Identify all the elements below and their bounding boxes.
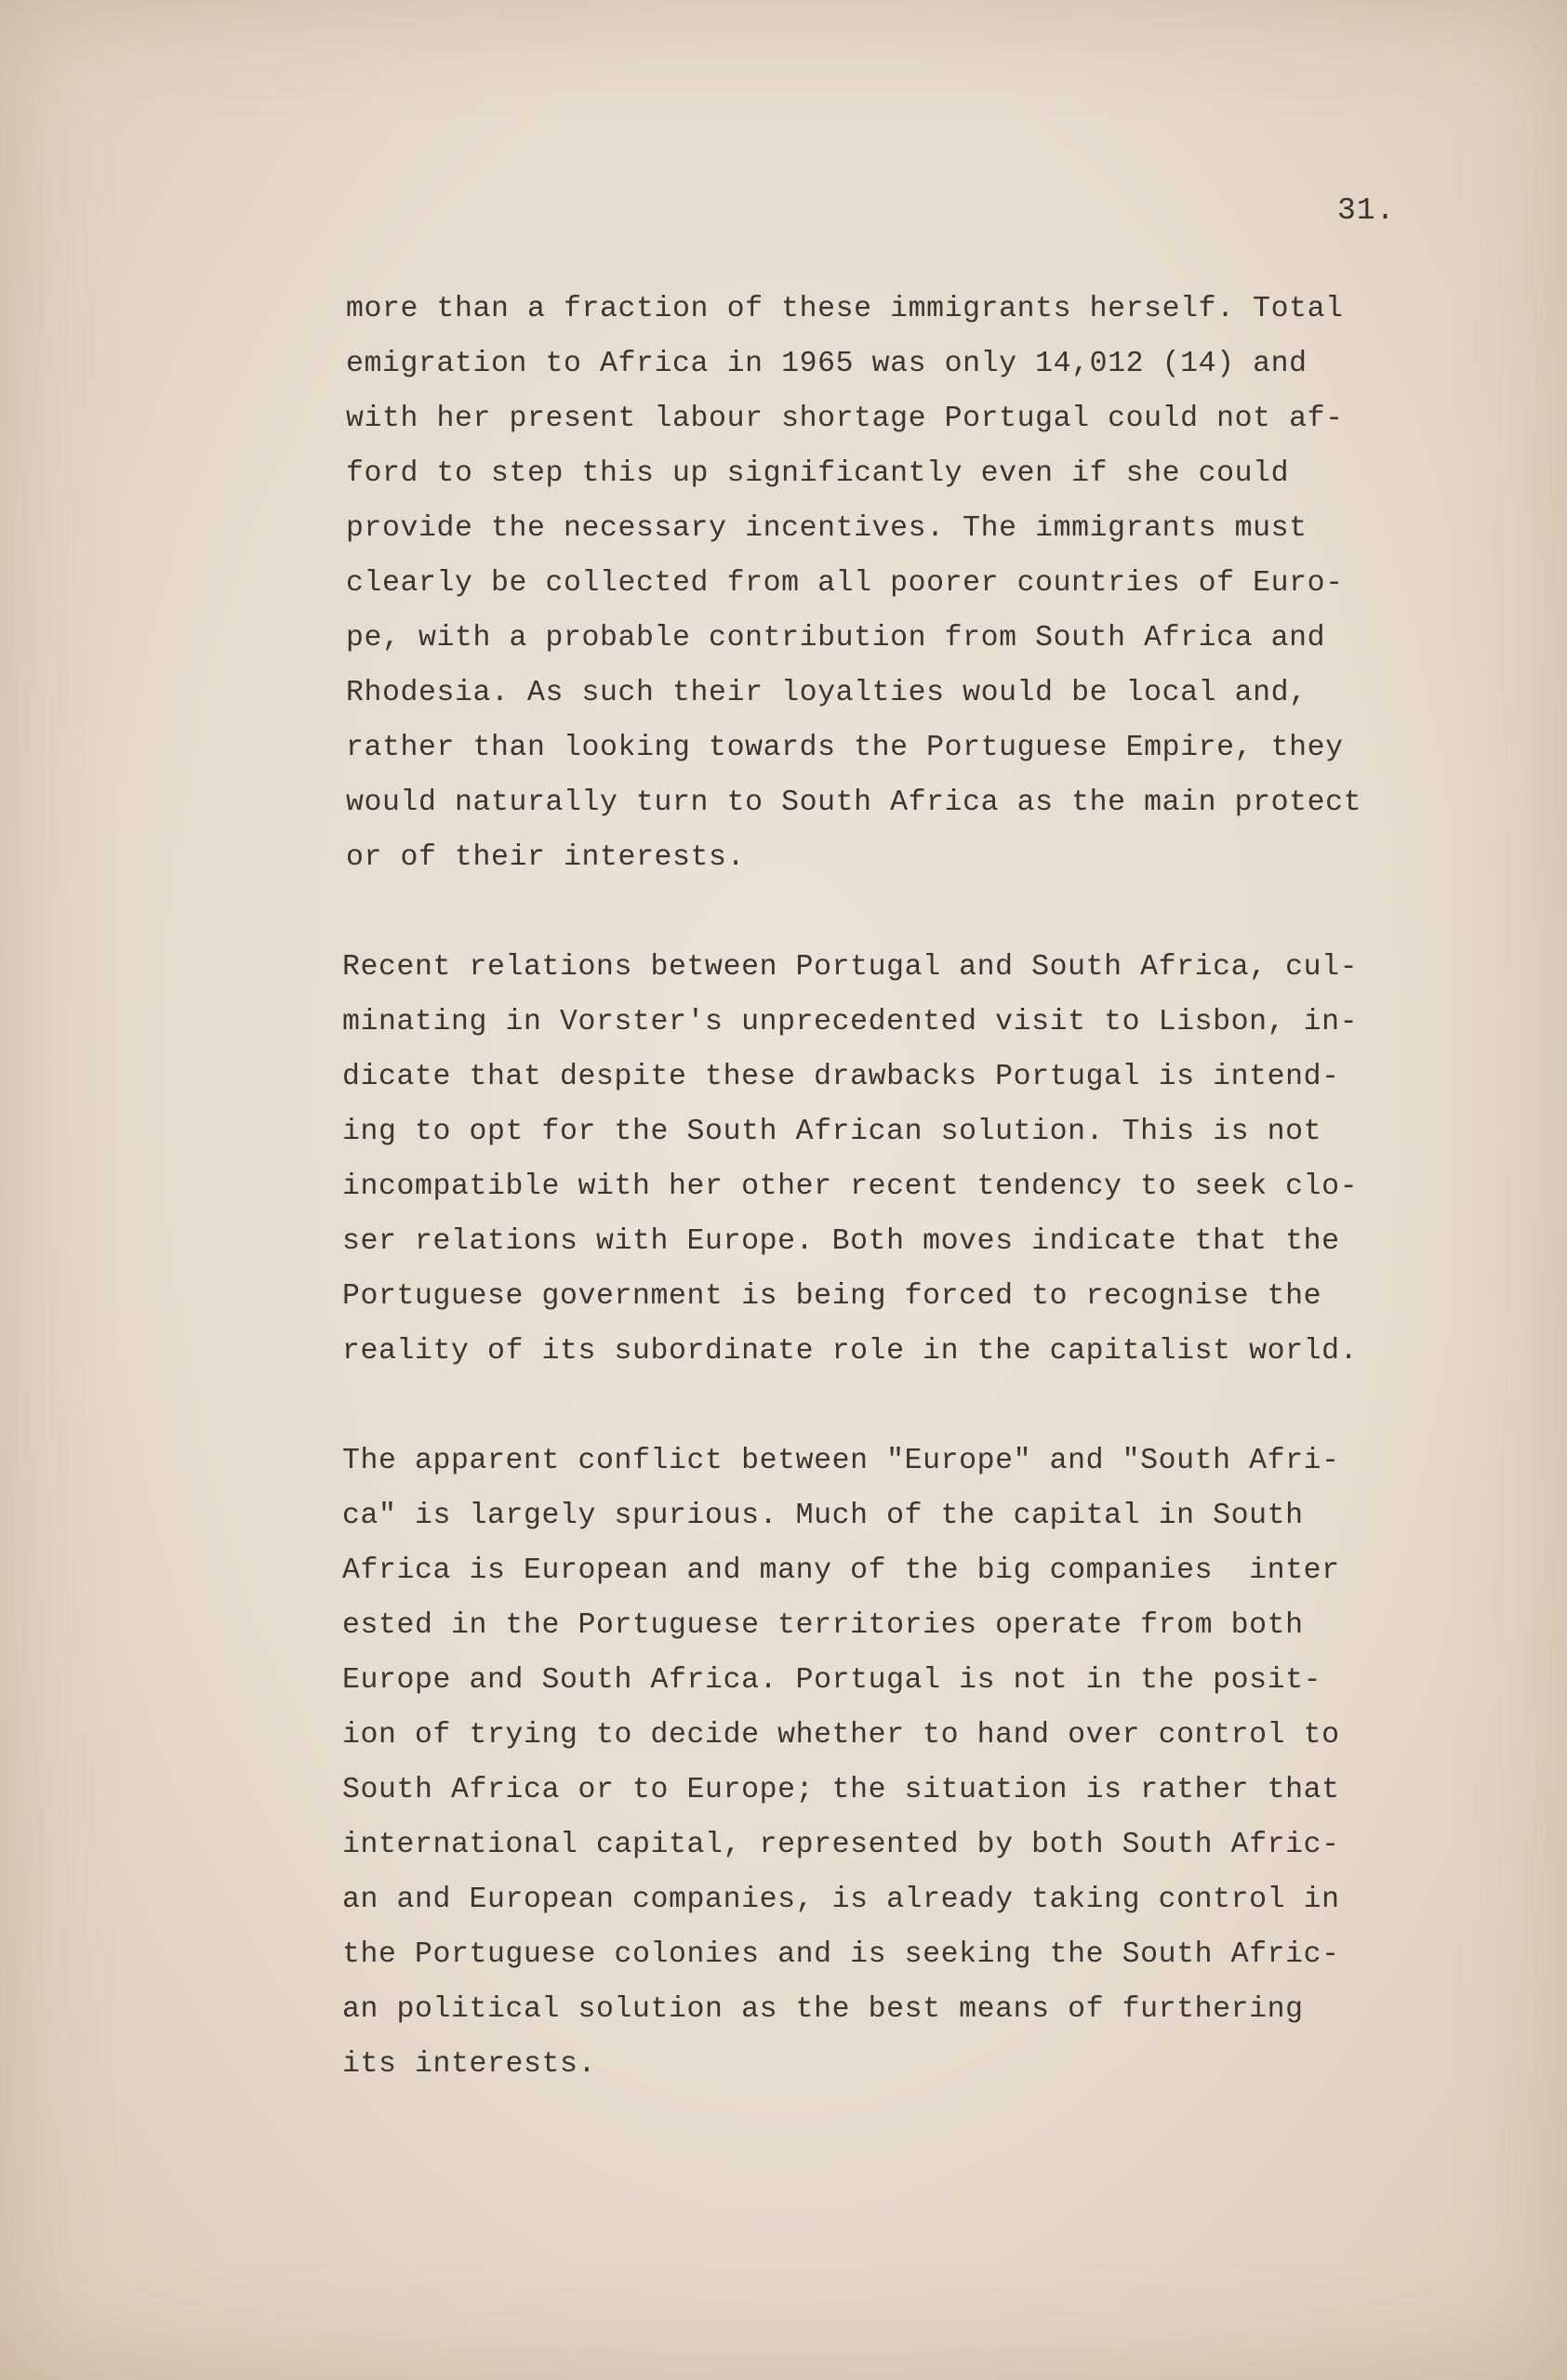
- paragraph-recent-relations: [342, 940, 1415, 1379]
- text-line: emigration to Africa in 1965 was only 14,012 (14) and: [346, 348, 1308, 380]
- text-line: an political solution as the best means of furthering: [342, 1993, 1304, 2026]
- paragraph-apparent-conflict: [342, 1434, 1415, 2092]
- text-line: Europe and South Africa. Portugal is not in the posit-: [342, 1664, 1322, 1697]
- text-line: with her present labour shortage Portugal could not af-: [346, 403, 1344, 435]
- text-line: ested in the Portuguese territories operate from both: [342, 1609, 1304, 1642]
- text-line: rather than looking towards the Portuguese Empire, they: [346, 732, 1344, 764]
- text-line: more than a fraction of these immigrants herself. Total: [346, 293, 1344, 325]
- text-line: minating in Vorster's unprecedented visit to Lisbon, in-: [342, 1006, 1359, 1038]
- text-line: provide the necessary incentives. The immigrants must: [346, 512, 1308, 545]
- text-line: pe, with a probable contribution from South Africa and: [346, 622, 1326, 654]
- text-line: ca" is largely spurious. Much of the capital in South: [342, 1500, 1304, 1532]
- text-line: Recent relations between Portugal and South Africa, cul-: [342, 951, 1359, 984]
- text-line: South Africa or to Europe; the situation is rather that: [342, 1774, 1340, 1806]
- text-line: international capital, represented by both South Afric-: [342, 1829, 1340, 1861]
- text-line: Rhodesia. As such their loyalties would be local and,: [346, 677, 1308, 709]
- text-line: ser relations with Europe. Both moves indicate that the: [342, 1225, 1340, 1258]
- text-line: Portuguese government is being forced to recognise the: [342, 1280, 1322, 1313]
- text-line: would naturally turn to South Africa as the main protect: [346, 787, 1362, 819]
- text-line: the Portuguese colonies and is seeking the South Afric-: [342, 1938, 1340, 1971]
- text-line: ion of trying to decide whether to hand over control to: [342, 1719, 1340, 1752]
- text-line: clearly be collected from all poorer countries of Euro-: [346, 567, 1344, 600]
- paragraph-immigrants: [346, 282, 1415, 885]
- text-line: dicate that despite these drawbacks Portugal is intend-: [342, 1061, 1340, 1093]
- text-line: its interests.: [342, 2048, 597, 2081]
- text-line: an and European companies, is already taking control in: [342, 1884, 1340, 1916]
- text-line: The apparent conflict between "Europe" and "South Afri-: [342, 1445, 1340, 1477]
- text-line: incompatible with her other recent tendency to seek clo-: [342, 1170, 1359, 1203]
- text-line: reality of its subordinate role in the capitalist world.: [342, 1335, 1359, 1368]
- text-line: ford to step this up significantly even if she could: [346, 457, 1290, 490]
- page-number: 31.: [1337, 193, 1396, 228]
- text-line: or of their interests.: [346, 841, 746, 874]
- text-line: ing to opt for the South African solution. This is not: [342, 1116, 1322, 1148]
- text-line: Africa is European and many of the big companies inter: [342, 1554, 1340, 1587]
- body-text: [342, 282, 1415, 2147]
